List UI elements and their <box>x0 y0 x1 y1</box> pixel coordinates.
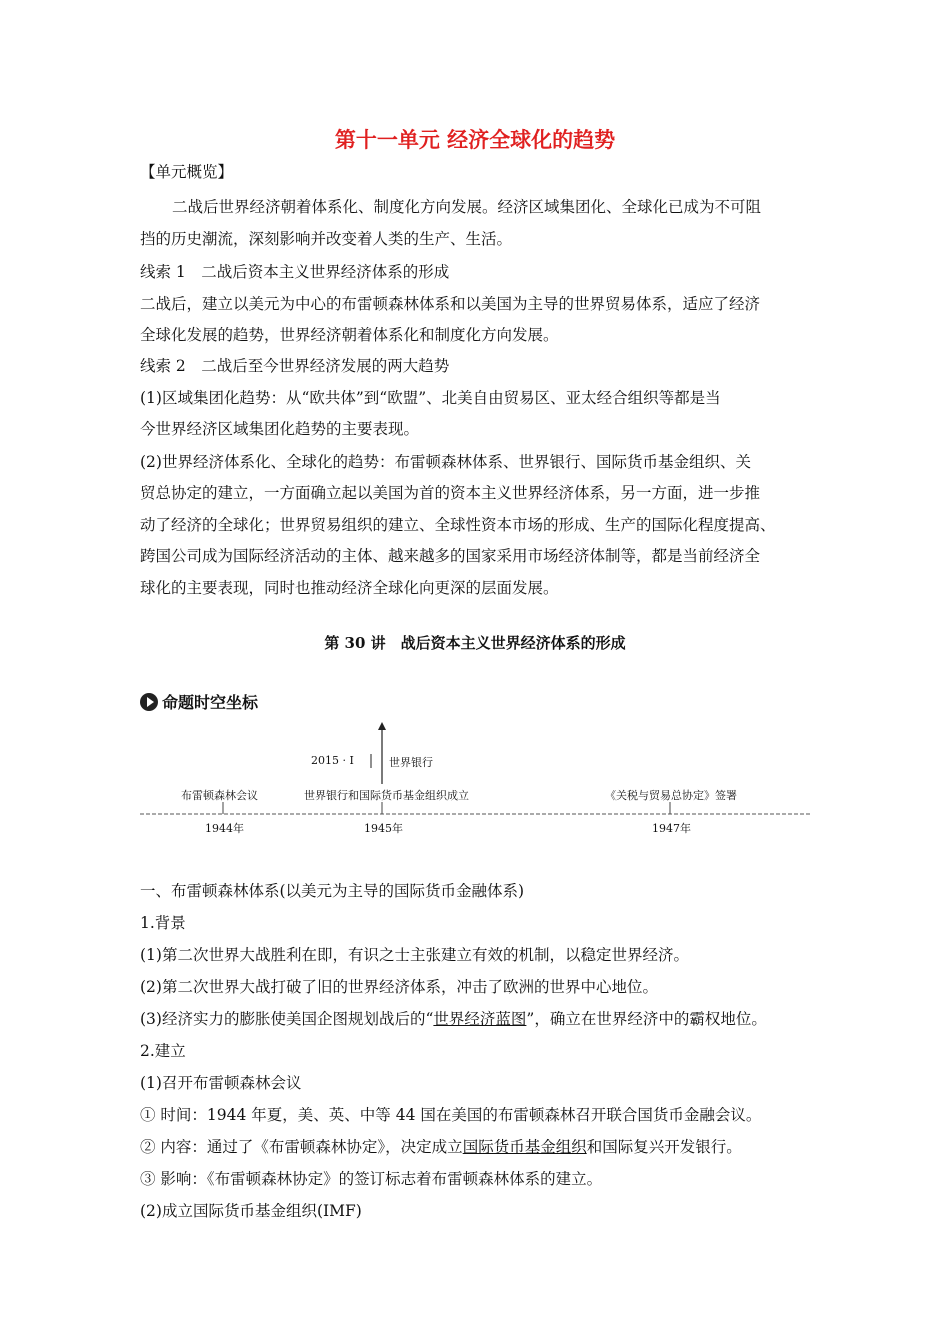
sub-heading: 2.建立 <box>140 1042 186 1060</box>
clue2-line: 动了经济的全球化；世界贸易组织的建立、全球性资本市场的形成、生产的国际化程度提高、 <box>140 516 776 534</box>
exam-arrow-head <box>378 722 386 730</box>
clue2-line: (2)世界经济体系化、全球化的趋势：布雷顿森林体系、世界银行、国际货币基金组织、关 <box>140 453 751 471</box>
clue1-line: 全球化发展的趋势，世界经济朝着体系化和制度化方向发展。 <box>140 326 559 344</box>
overview-line: 挡的历史潮流，深刻影响并改变着人类的生产、生活。 <box>140 230 513 248</box>
underlined-term: 世界经济蓝图 <box>433 1010 527 1028</box>
sub-heading: 1.背景 <box>140 914 186 932</box>
badge-label: 命题时空坐标 <box>162 693 259 712</box>
clue2-line: (1)区域集团化趋势：从“欧共体”到“欧盟”、北美自由贸易区、亚太经合组织等都是当 <box>140 389 721 407</box>
overview-line: 二战后世界经济朝着体系化、制度化方向发展。经济区域集团化、全球化已成为不可阻 <box>172 198 762 216</box>
clue2-line: 今世界经济区域集团化趋势的主要表现。 <box>140 420 420 438</box>
year-label: 1945年 <box>364 822 403 835</box>
paragraph: (1)第二次世界大战胜利在即，有识之士主张建立有效的机制，以稳定世界经济。 <box>140 946 689 964</box>
overview-label: 【单元概览】 <box>140 163 234 181</box>
clue1-line: 二战后，建立以美元为中心的布雷顿森林体系和以美国为主导的世界贸易体系，适应了经济 <box>140 295 761 313</box>
text-run: 和国际复兴开发银行。 <box>586 1138 742 1156</box>
clue2-line: 球化的主要表现，同时也推动经济全球化向更深的层面发展。 <box>140 579 559 597</box>
paragraph: (2)成立国际货币基金组织(IMF) <box>140 1202 362 1220</box>
clue2-label: 线索 2 二战后至今世界经济发展的两大趋势 <box>140 357 450 375</box>
clue2-line: 贸总协定的建立，一方面确立起以美国为首的资本主义世界经济体系，另一方面，进一步推 <box>140 484 761 502</box>
text-run: ② 内容：通过了《布雷顿森林协定》，决定成立 <box>140 1138 463 1156</box>
event-label: 《关税与贸易总协定》签署 <box>605 789 737 802</box>
text-run: ”，确立在世界经济中的霸权地位。 <box>526 1010 767 1028</box>
text-run: (3)经济实力的膨胀使美国企图规划战后的“ <box>140 1010 434 1028</box>
unit-title: 第十一单元 经济全球化的趋势 <box>334 128 616 152</box>
year-label: 1947年 <box>652 822 691 835</box>
underlined-term: 国际货币基金组织 <box>462 1138 587 1156</box>
section-heading: 一、布雷顿森林体系(以美元为主导的国际货币金融体系) <box>140 882 525 900</box>
clue2-line: 跨国公司成为国际经济活动的主体、越来越多的国家采用市场经济体制等，都是当前经济全 <box>140 547 761 565</box>
exam-year: 2015 · Ⅰ <box>311 754 354 767</box>
paragraph: (1)召开布雷顿森林会议 <box>140 1074 302 1092</box>
section-badge <box>140 690 258 713</box>
lecture-title: 第 30 讲 战后资本主义世界经济体系的形成 <box>324 634 626 652</box>
event-label: 布雷顿森林会议 <box>181 789 258 802</box>
exam-note: 世界银行 <box>389 756 433 769</box>
paragraph <box>140 1137 742 1157</box>
paragraph <box>140 1009 767 1029</box>
play-icon <box>140 693 158 711</box>
paragraph: ③ 影响：《布雷顿森林协定》的签订标志着布雷顿森林体系的建立。 <box>140 1170 603 1188</box>
year-label: 1944年 <box>205 822 244 835</box>
event-label: 世界银行和国际货币基金组织成立 <box>304 789 469 802</box>
paragraph: (2)第二次世界大战打破了旧的世界经济体系，冲击了欧洲的世界中心地位。 <box>140 978 658 996</box>
clue1-label: 线索 1 二战后资本主义世界经济体系的形成 <box>140 263 450 281</box>
paragraph: ① 时间：1944 年夏，美、英、中等 44 国在美国的布雷顿森林召开联合国货币金融会议。 <box>140 1106 762 1124</box>
